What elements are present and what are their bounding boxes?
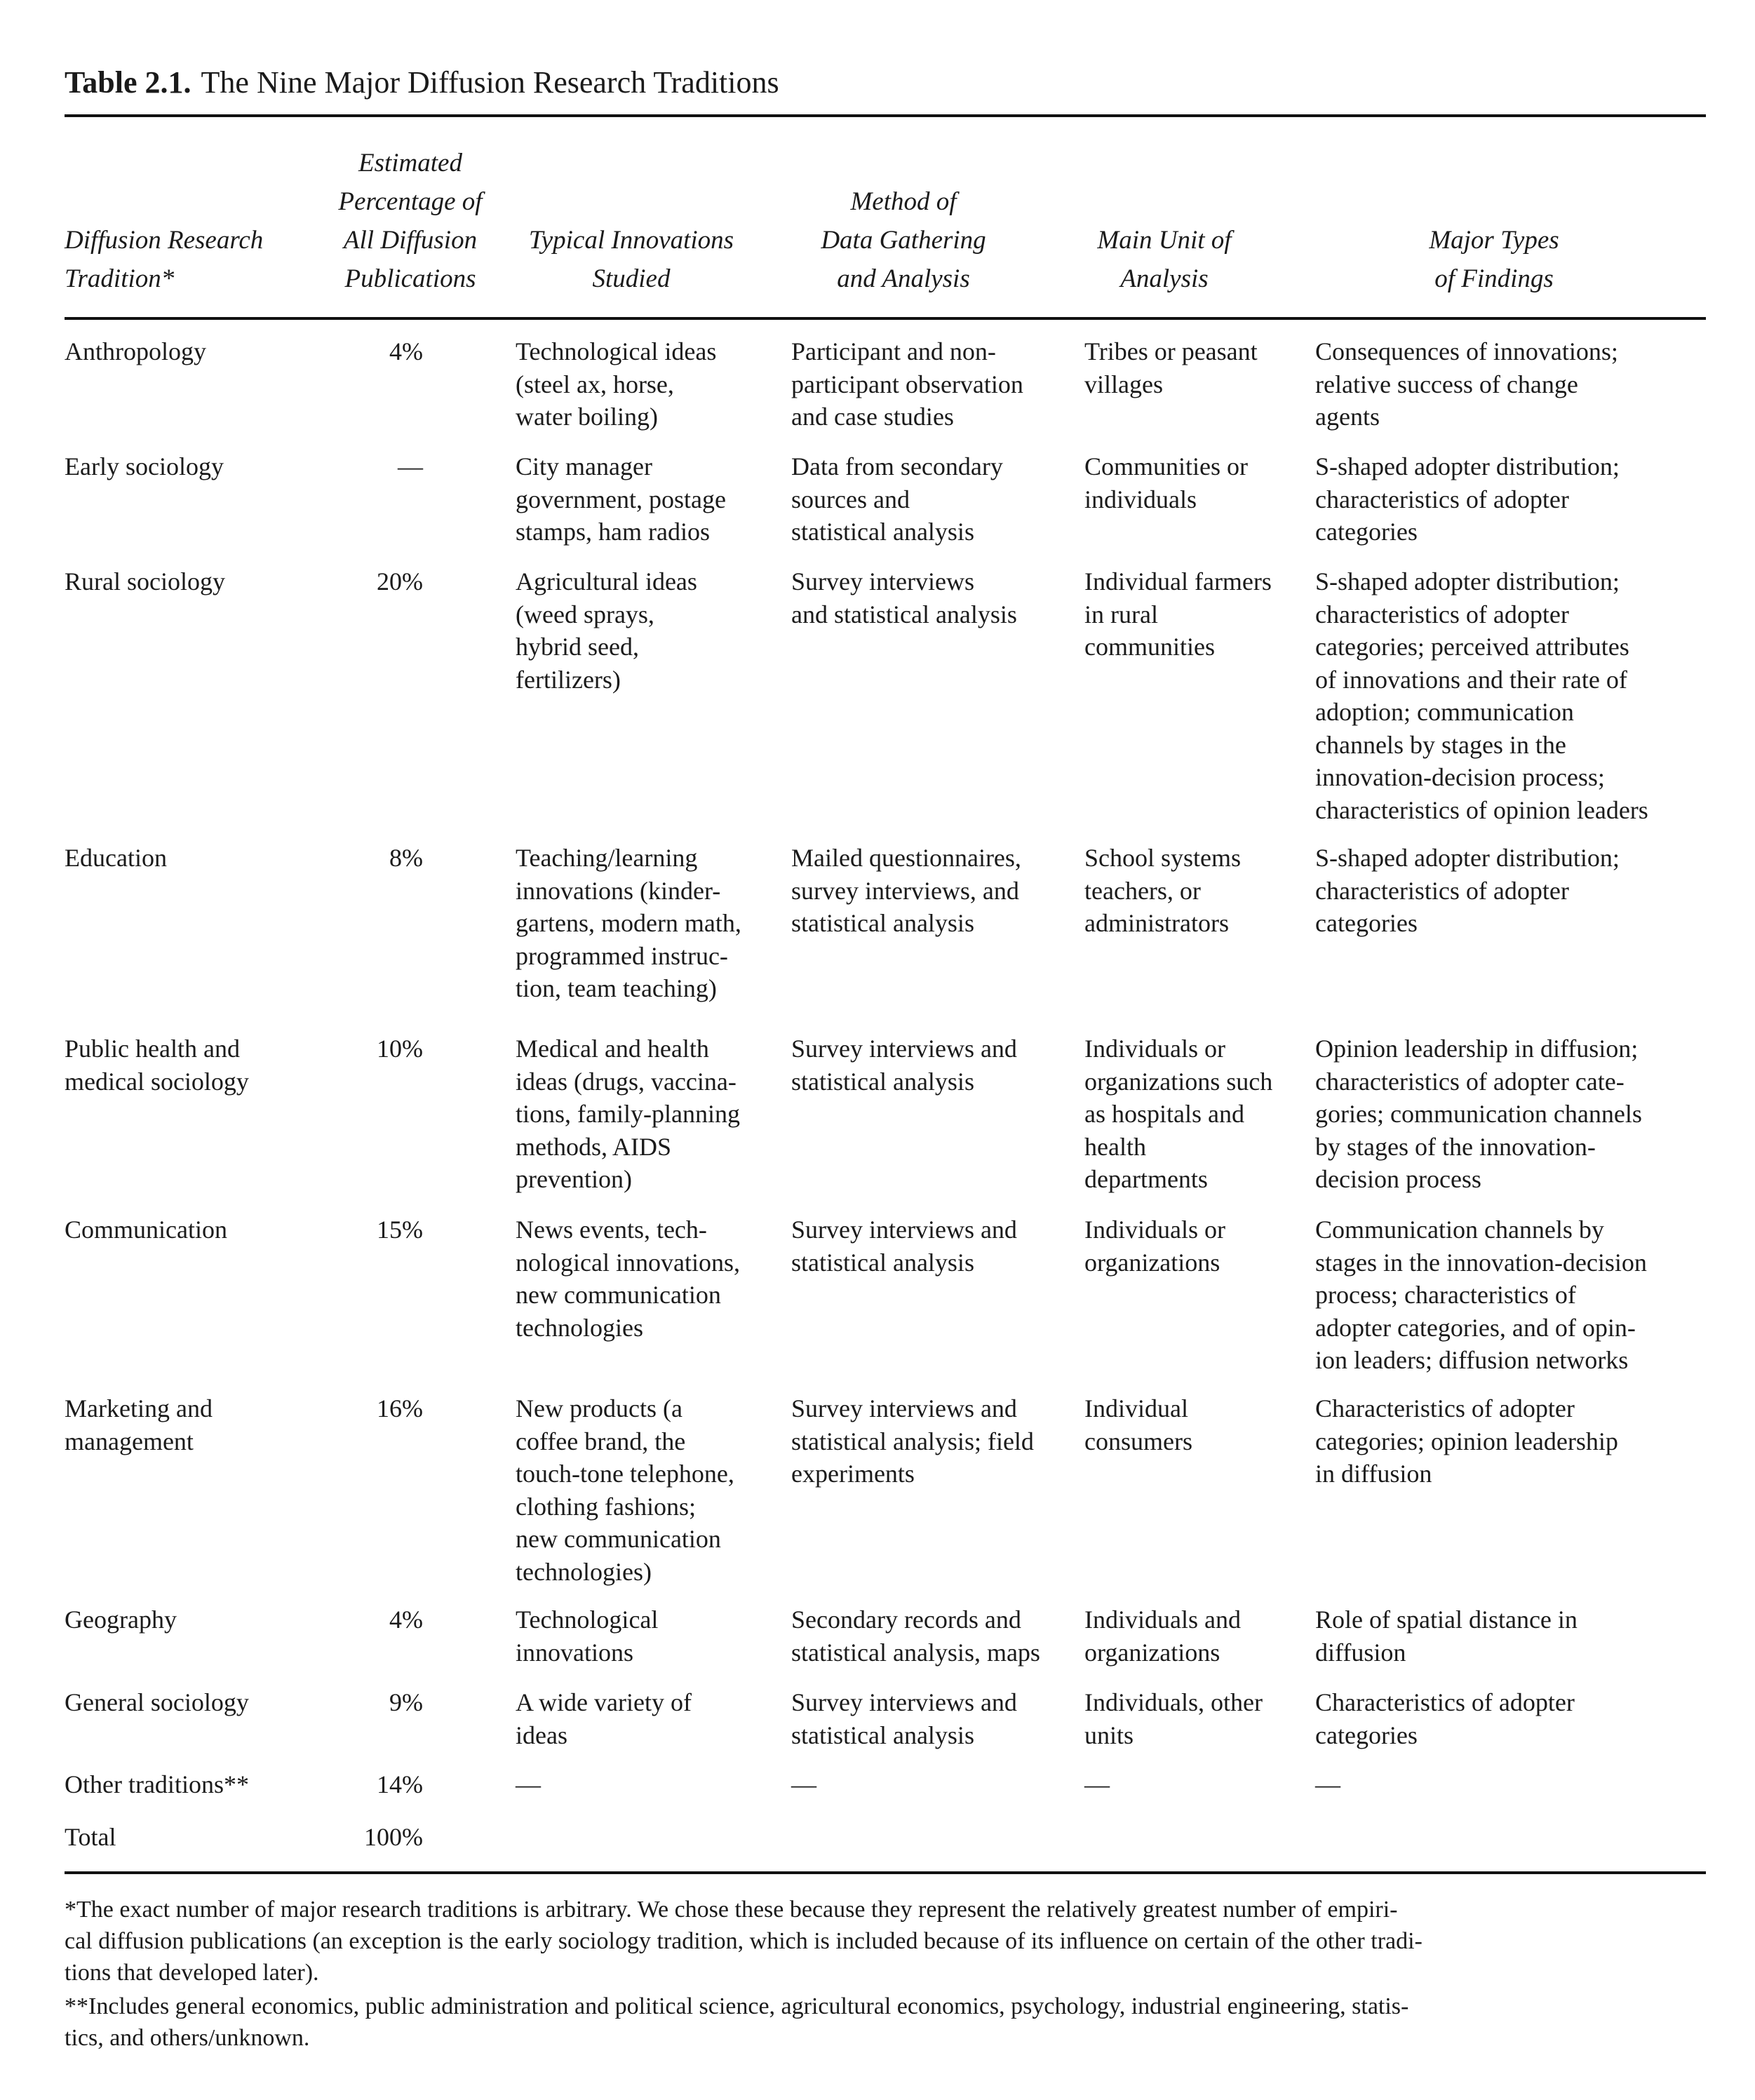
footnote-1: *The exact number of major research traditions is arbitrary. We chose these because they represent the relatively greatest number of empiri- cal diffusion publications (an exception is the early sociology tradition, which is included because of its influence on certain of the other tradi- tions that developed later).	[65, 1897, 1423, 1986]
footnote-2: **Includes general economics, public administration and political science, agricultural economics, psychology, industrial engineering, statis- tics, and others/unknown.	[65, 1993, 1409, 2051]
percentage-cell: 4%	[389, 337, 423, 365]
innovations-cell: Technological innovations	[516, 1606, 659, 1667]
percentage-cell: 9%	[389, 1688, 423, 1716]
method-cell: Data from secondary sources and statistical analysis	[791, 452, 1003, 546]
unit-cell: Individuals, other units	[1084, 1688, 1263, 1749]
findings-cell: —	[1315, 1770, 1340, 1798]
tradition-cell: Communication	[65, 1216, 227, 1244]
innovations-cell: A wide variety of ideas	[516, 1688, 692, 1749]
findings-cell: Role of spatial distance in diffusion	[1315, 1606, 1578, 1667]
innovations-cell: —	[516, 1770, 541, 1798]
method-cell: Survey interviews and statistical analysis	[791, 1688, 1017, 1749]
top-rule	[65, 114, 1706, 117]
unit-cell: —	[1084, 1770, 1110, 1798]
header-tradition: Diffusion Research Tradition*	[65, 226, 264, 293]
table-label: Table 2.1.	[65, 65, 191, 100]
unit-cell: Individuals or organizations	[1084, 1216, 1225, 1277]
tradition-cell: General sociology	[65, 1688, 249, 1716]
method-cell: Participant and non- participant observation and case studies	[791, 337, 1023, 431]
method-cell: —	[791, 1770, 816, 1798]
innovations-cell: Agricultural ideas (weed sprays, hybrid seed, fertilizers)	[516, 567, 697, 694]
percentage-cell: 15%	[377, 1216, 423, 1244]
header-rule	[65, 317, 1706, 320]
tradition-cell: Rural sociology	[65, 567, 225, 595]
method-cell: Survey interviews and statistical analysis; field experiments	[791, 1394, 1034, 1488]
unit-cell: Tribes or peasant villages	[1084, 337, 1258, 398]
header-method: Method of Data Gathering and Analysis	[821, 187, 986, 293]
percentage-cell: 10%	[377, 1035, 423, 1063]
header-innovations: Typical Innovations Studied	[528, 226, 734, 293]
unit-cell: Individual farmers in rural communities	[1084, 567, 1272, 661]
innovations-cell: New products (a coffee brand, the touch-tone telephone, clothing fashions; new communication technologies)	[516, 1394, 734, 1586]
findings-cell: S-shaped adopter distribution; characteristics of adopter categories	[1315, 452, 1620, 546]
unit-cell: Communities or individuals	[1084, 452, 1248, 513]
method-cell: Mailed questionnaires, survey interviews, and statistical analysis	[791, 844, 1021, 937]
innovations-cell: City manager government, postage stamps, ham radios	[516, 452, 726, 546]
innovations-cell: Medical and health ideas (drugs, vaccina- tions, family-planning methods, AIDS prevention)	[516, 1035, 740, 1193]
tradition-cell: Total	[65, 1823, 116, 1851]
tradition-cell: Anthropology	[65, 337, 206, 365]
tradition-cell: Other traditions**	[65, 1770, 249, 1798]
findings-cell: Characteristics of adopter categories	[1315, 1688, 1575, 1749]
innovations-cell: News events, tech- nological innovations, new communication technologies	[516, 1216, 740, 1342]
percentage-cell: 14%	[377, 1770, 423, 1798]
method-cell: Survey interviews and statistical analysis	[791, 1035, 1017, 1096]
innovations-cell: Technological ideas (steel ax, horse, water boiling)	[516, 337, 717, 431]
findings-cell: Communication channels by stages in the innovation-decision process; characteristics of adopter categories, and of opin- ion leaders; diffusion networks	[1315, 1216, 1647, 1374]
percentage-cell: 4%	[389, 1606, 423, 1634]
findings-cell: Consequences of innovations; relative success of change agents	[1315, 337, 1618, 431]
findings-cell: S-shaped adopter distribution; characteristics of adopter categories; perceived attributes of innovations and their rate of adoption; communication channels by stages in the innovation-decision process; characteristics of opinion leaders	[1315, 567, 1648, 824]
header-unit: Main Unit of Analysis	[1097, 226, 1232, 293]
method-cell: Survey interviews and statistical analysis	[791, 567, 1017, 628]
findings-cell: S-shaped adopter distribution; characteristics of adopter categories	[1315, 844, 1620, 937]
bottom-rule	[65, 1871, 1706, 1874]
percentage-cell: 8%	[389, 844, 423, 872]
table-title	[65, 65, 779, 100]
method-cell: Secondary records and statistical analysis, maps	[791, 1606, 1040, 1667]
percentage-cell: 20%	[377, 567, 423, 595]
percentage-cell: 16%	[377, 1394, 423, 1422]
tradition-cell: Geography	[65, 1606, 177, 1634]
unit-cell: School systems teachers, or administrators	[1084, 844, 1242, 937]
findings-cell: Characteristics of adopter categories; opinion leadership in diffusion	[1315, 1394, 1618, 1488]
tradition-cell: Early sociology	[65, 452, 224, 480]
table-title-text: The Nine Major Diffusion Research Traditions	[201, 65, 779, 100]
tradition-cell: Public health and medical sociology	[65, 1035, 249, 1096]
unit-cell: Individuals and organizations	[1084, 1606, 1241, 1667]
method-cell: Survey interviews and statistical analysis	[791, 1216, 1017, 1277]
tradition-cell: Education	[65, 844, 167, 872]
percentage-cell: 100%	[364, 1823, 423, 1851]
header-findings: Major Types of Findings	[1429, 226, 1559, 293]
innovations-cell: Teaching/learning innovations (kinder- gartens, modern math, programmed instruc- tion, team teaching)	[516, 844, 741, 1002]
findings-cell: Opinion leadership in diffusion; characteristics of adopter cate- gories; communication channels by stages of the innovation- decision process	[1315, 1035, 1642, 1193]
tradition-cell: Marketing and management	[65, 1394, 213, 1455]
unit-cell: Individual consumers	[1084, 1394, 1192, 1455]
percentage-cell: —	[398, 452, 423, 480]
unit-cell: Individuals or organizations such as hospitals and health departments	[1084, 1035, 1273, 1193]
header-percentage: Estimated Percentage of All Diffusion Publications	[338, 149, 483, 293]
